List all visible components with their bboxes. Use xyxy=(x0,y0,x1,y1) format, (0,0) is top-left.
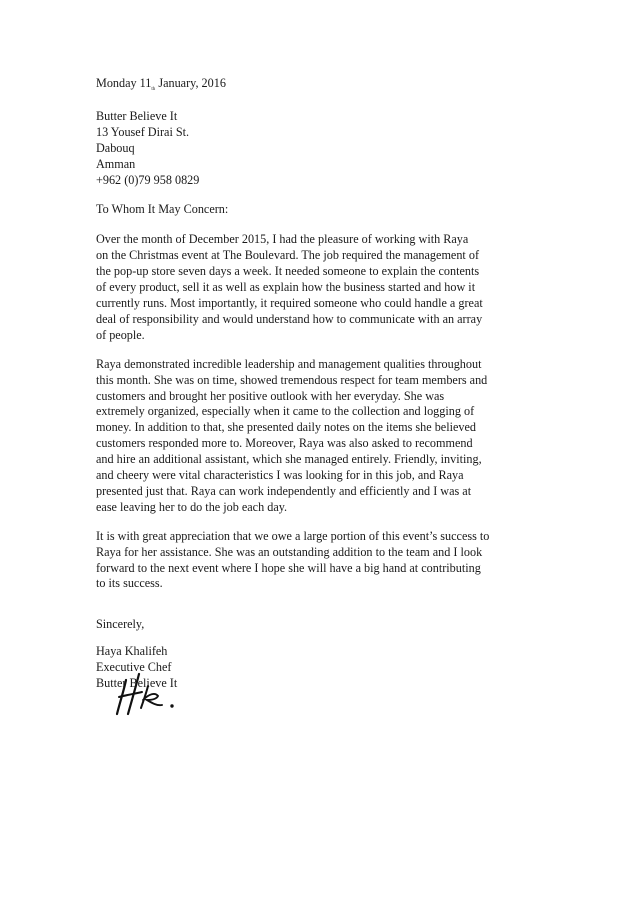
paragraph-line: to its success. xyxy=(96,576,163,591)
paragraph-line: It is with great appreciation that we owe a large portion of this event’s success to xyxy=(96,528,490,543)
address-line: 13 Yousef Dirai St. xyxy=(96,124,190,139)
paragraph-line: and hire an additional assistant, which she managed entirely. Friendly, inviting, xyxy=(96,452,482,467)
paragraph-line: customers and brought her positive outlook with her everyday. She was xyxy=(96,388,445,403)
address-line: Butter Believe It xyxy=(96,108,178,123)
closing: Sincerely, xyxy=(96,617,145,632)
paragraph-line: on the Christmas event at The Boulevard. The job required the management of xyxy=(96,248,480,263)
paragraph-line: of every product, sell it as well as explain how the business started and how it xyxy=(96,280,476,295)
paragraph-line: forward to the next event where I hope she will have a big hand at contributing xyxy=(96,560,481,575)
paragraph-1 xyxy=(96,232,556,343)
paragraph-3 xyxy=(96,529,556,593)
sender-address xyxy=(96,109,556,189)
signer-title: Executive Chef xyxy=(96,660,172,675)
paragraph-line: and cheery were vital characteristics I was looking for in this job, and Raya xyxy=(96,468,464,483)
signer-name: Haya Khalifeh xyxy=(96,644,168,659)
paragraph-line: presented just that. Raya can work independently and efficiently and I was at xyxy=(96,483,472,498)
paragraph-line: of people. xyxy=(96,327,145,342)
letter-body xyxy=(96,76,556,692)
paragraph-line: Raya demonstrated incredible leadership and management qualities throughout xyxy=(96,356,482,371)
date-rest: January, 2016 xyxy=(155,76,226,90)
address-line: Dabouq xyxy=(96,140,135,155)
paragraph-line: Over the month of December 2015, I had the pleasure of working with Raya xyxy=(96,232,469,247)
date-ordinal: th xyxy=(151,87,156,92)
paragraph-line: this month. She was on time, showed tremendous respect for team members and xyxy=(96,372,488,387)
paragraph-2 xyxy=(96,357,556,516)
paragraph-line: extremely organized, especially when it came to the collection and logging of xyxy=(96,404,475,419)
paragraph-line: money. In addition to that, she presented daily notes on the items she believed xyxy=(96,420,476,435)
paragraph-line: Raya for her assistance. She was an outstanding addition to the team and I look xyxy=(96,544,483,559)
signer-company: Butter Believe It xyxy=(96,676,178,691)
paragraph-line: customers responded more to. Moreover, Raya was also asked to recommend xyxy=(96,436,473,451)
letter-date xyxy=(96,76,556,95)
paragraph-line: currently runs. Most importantly, it required someone who could handle a great xyxy=(96,295,483,310)
handwritten-signature xyxy=(112,670,182,720)
address-line: +962 (0)79 958 0829 xyxy=(96,172,200,187)
paragraph-line: deal of responsibility and would understand how to communicate with an array xyxy=(96,311,483,326)
paragraph-line: the pop-up store seven days a week. It needed someone to explain the contents xyxy=(96,264,480,279)
address-line: Amman xyxy=(96,156,136,171)
date-prefix: Monday 11 xyxy=(96,76,152,90)
paragraph-line: ease leaving her to do the job each day. xyxy=(96,499,288,514)
salutation: To Whom It May Concern: xyxy=(96,202,229,217)
